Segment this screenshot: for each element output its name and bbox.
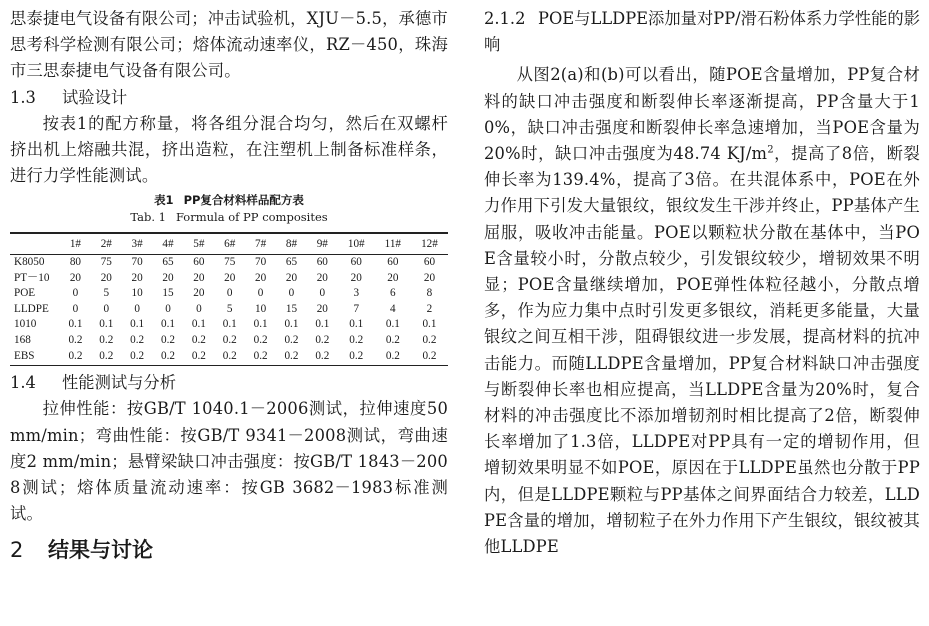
table-cell: 20 [162, 271, 174, 284]
table-cell: 0.1 [99, 318, 114, 331]
table-number: 表1 [154, 193, 174, 208]
section-title: 试验设计 [62, 87, 128, 107]
table-cell: 20 [387, 271, 399, 284]
table-cell: 0 [257, 287, 264, 300]
table-cell: 0.2 [315, 333, 330, 346]
table-cell: 0.1 [315, 318, 330, 331]
table-cell: 5 [103, 287, 110, 300]
table-header-cell: 3# [122, 233, 153, 254]
table-cell: 0.1 [385, 318, 400, 331]
table-cell: 0.2 [338, 349, 375, 366]
table-row-label: 168 [14, 333, 31, 346]
table-cell: 0.2 [68, 333, 83, 346]
table-cell: 7 [353, 302, 360, 315]
table-cell: 75 [100, 256, 112, 269]
table-cell: 15 [162, 287, 174, 300]
table-cell: 0.2 [191, 333, 206, 346]
table-cell: 60 [316, 256, 328, 269]
table-cell: 20 [316, 302, 328, 315]
paragraph-text-part1: 从图2(a)和(b)可以看出，随POE含量增加，PP复合材料的缺口冲击强度和断裂伸长率逐渐提高，PP含量大于10%，缺口冲击强度和断裂伸长率急速增加，当POE含量为20%时，缺口冲击强度为48.74 KJ/m [484, 65, 920, 164]
table-header-cell: 12# [411, 233, 448, 254]
table-cell: 0 [72, 302, 79, 315]
section-number: 2 [10, 538, 24, 563]
table-title-en: Formula of PP composites [175, 210, 328, 225]
table-header-cell: 6# [214, 233, 245, 254]
table-cell: 0.2 [411, 349, 448, 366]
table-cell: 20 [131, 271, 143, 284]
table-cell: 4 [390, 302, 396, 315]
table-cell: 0.2 [153, 349, 184, 366]
table-cell: 0.2 [245, 349, 276, 366]
table-row [10, 302, 448, 318]
table-cell: 0.2 [60, 349, 91, 366]
left-column [10, 6, 448, 564]
table-cell: 0.2 [130, 333, 145, 346]
table-header-cell: 8# [276, 233, 307, 254]
table-cell: 0.1 [349, 318, 364, 331]
section-heading-2 [10, 536, 448, 564]
table-cell: 0.2 [307, 349, 338, 366]
table-cell: 0.2 [422, 333, 437, 346]
table-cell: 60 [423, 256, 436, 269]
table-cell: 6 [390, 287, 396, 300]
table-cell: 60 [387, 256, 399, 269]
table-number-en: Tab. 1 [130, 210, 166, 225]
section-title: 性能测试与分析 [62, 373, 176, 393]
section-heading-1-3 [10, 85, 448, 111]
table-row-label: 1010 [14, 318, 37, 331]
table-cell: 0.2 [284, 333, 299, 346]
table-caption-en [10, 209, 448, 226]
table-row-label: K8050 [14, 256, 45, 269]
table-cell: 0 [165, 302, 171, 315]
section-title: POE与LLDPE添加量对PP/滑石粉体系力学性能的影响 [484, 9, 920, 55]
table-cell: 20 [254, 271, 267, 284]
table-cell: 0.1 [253, 318, 268, 331]
paragraph-text-part2: ，提高了8倍，断裂伸长率为139.4%，提高了3倍。在共混体系中，POE在外力作用下引发大量银纹，银纹发生干涉并终止，PP基体产生屈服，吸收冲击能量。POE以颗粒状分散在基体中，当POE含量较小时，分散点较少，引发银纹较少，增韧效果不明显；POE含量继续增加，POE弹性体粒径越小，分散点增多，作为应力集中点时引发更多银纹，消耗更多能量，大量银纹之间互相干涉，阻碍银纹进一步发展，提高材料的抗冲击能力。而随LLDPE含量增加，PP复合材料缺口冲击强度与断裂伸长率也相应提高，当LLDPE含量为20%时，复合材料的冲击强度比不添加增韧剂时相比提高了2倍，断裂伸长率增加了1.3倍，LLDPE对PP具有一定的增韧作用，但增韧效果明显不如POE，原因在于LLDPE虽然也分散于PP内，但是LLDPE颗粒与PP基体之间界面结合力较差，LLDPE含量的增加，增韧粒子在外力作用下产生银纹，银纹被其他LLDPE [484, 144, 920, 557]
table-cell: 20 [69, 271, 82, 284]
table-row [10, 317, 448, 333]
table-cell: 60 [350, 256, 362, 269]
table-cell: 0.2 [122, 349, 153, 366]
table-cell: 10 [131, 287, 143, 300]
table-row-label: PT－10 [14, 271, 50, 284]
table-row [10, 349, 448, 366]
table-cell: 0.2 [349, 333, 364, 346]
table-row [10, 271, 448, 287]
table-cell: 70 [254, 256, 267, 269]
table-cell: 15 [285, 302, 298, 315]
paragraph-equipment: 思泰捷电气设备有限公司；冲击试验机，XJU－5.5，承德市思考科学检测有限公司；熔体流动速率仪，RZ－450，珠海市三思泰捷电气设备有限公司。 [10, 9, 449, 81]
table-cell: 0 [72, 287, 79, 300]
table-cell: 20 [100, 271, 112, 284]
section-number: 2.1.2 [484, 9, 526, 28]
table-cell: 20 [285, 271, 298, 284]
table-cell: 0.1 [422, 318, 437, 331]
table-cell: 0.2 [161, 333, 175, 346]
table-cell: 20 [224, 271, 236, 284]
table-header-cell: 9# [307, 233, 338, 254]
table-cell: 0.1 [130, 318, 145, 331]
superscript-2: 2 [767, 144, 774, 156]
table-cell: 5 [226, 302, 233, 315]
table-cell: 0.2 [276, 349, 307, 366]
table-cell: 60 [193, 256, 205, 269]
table-header-cell: 10# [338, 233, 375, 254]
table-cell: 0.1 [161, 318, 175, 331]
table-cell: 20 [316, 271, 328, 284]
table-cell: 2 [426, 302, 433, 315]
table-row [10, 255, 448, 271]
table-cell: 0.1 [222, 318, 237, 331]
table-cell: 20 [193, 287, 205, 300]
right-column [484, 6, 920, 560]
table-cell: 0 [319, 287, 326, 300]
table-row-label: LLDPE [14, 302, 49, 315]
table-cell: 20 [350, 271, 362, 284]
table-row-label: POE [14, 287, 36, 300]
table-cell: 0.2 [253, 333, 268, 346]
section-heading-1-4 [10, 370, 448, 396]
table-cell: 3 [353, 287, 360, 300]
table-cell: 0 [134, 302, 140, 315]
table-cell: 0.2 [222, 333, 237, 346]
table-header-cell: 7# [245, 233, 276, 254]
paragraph-poe-lldpe-effect [484, 62, 920, 560]
formula-table [10, 232, 448, 366]
table-cell: 0.2 [375, 349, 411, 366]
section-number: 1.3 [10, 87, 36, 107]
table-cell: 0.1 [191, 318, 206, 331]
table-cell: 0 [196, 302, 202, 315]
table-header-cell: 4# [153, 233, 184, 254]
table-cell: 65 [285, 256, 298, 269]
table-header-cell: 2# [91, 233, 122, 254]
paragraph-experiment-design: 按表1的配方称量，将各组分混合均匀，然后在双螺杆挤出机上熔融共混，挤出造粒，在注塑机上制备标准样条，进行力学性能测试。 [10, 113, 448, 186]
table-cell: 0.2 [214, 349, 245, 366]
section-title: 结果与讨论 [48, 538, 153, 563]
table-row-label: EBS [10, 349, 60, 366]
table-cell: 0.1 [284, 318, 299, 331]
table-cell: 0 [103, 302, 110, 315]
table-cell: 0.2 [99, 333, 114, 346]
table-cell: 75 [224, 256, 236, 269]
table-cell: 65 [162, 256, 174, 269]
table-cell: 0.2 [183, 349, 214, 366]
table-header-cell [10, 233, 60, 254]
table-header-cell: 11# [375, 233, 411, 254]
table-cell: 8 [426, 287, 433, 300]
table-cell: 0 [288, 287, 295, 300]
table-title: PP复合材料样品配方表 [183, 193, 304, 208]
table-cell: 70 [131, 256, 143, 269]
table-cell: 0.2 [385, 333, 400, 346]
table-caption-zh [10, 192, 448, 209]
table-row [10, 333, 448, 349]
table-cell: 0.1 [68, 318, 83, 331]
table-cell: 80 [69, 256, 82, 269]
table-header-cell: 5# [183, 233, 214, 254]
table-header-row [10, 233, 448, 254]
table-cell: 20 [423, 271, 436, 284]
table-cell: 10 [254, 302, 267, 315]
table-row [10, 286, 448, 302]
section-heading-2-1-2 [484, 6, 920, 58]
section-number: 1.4 [10, 373, 36, 393]
table-cell: 0.2 [91, 349, 122, 366]
paragraph-performance-tests: 拉伸性能：按GB/T 1040.1－2006测试，拉伸速度50 mm/min；弯曲性能：按GB/T 9341－2008测试，弯曲速度2 mm/min；悬臂梁缺口冲击强度：按GB/T 1843－2008测试；熔体质量流动速率：按GB 3682－1983标准测试。 [10, 399, 448, 524]
table-cell: 0 [226, 287, 233, 300]
table-header-cell: 1# [60, 233, 91, 254]
table-cell: 20 [193, 271, 205, 284]
